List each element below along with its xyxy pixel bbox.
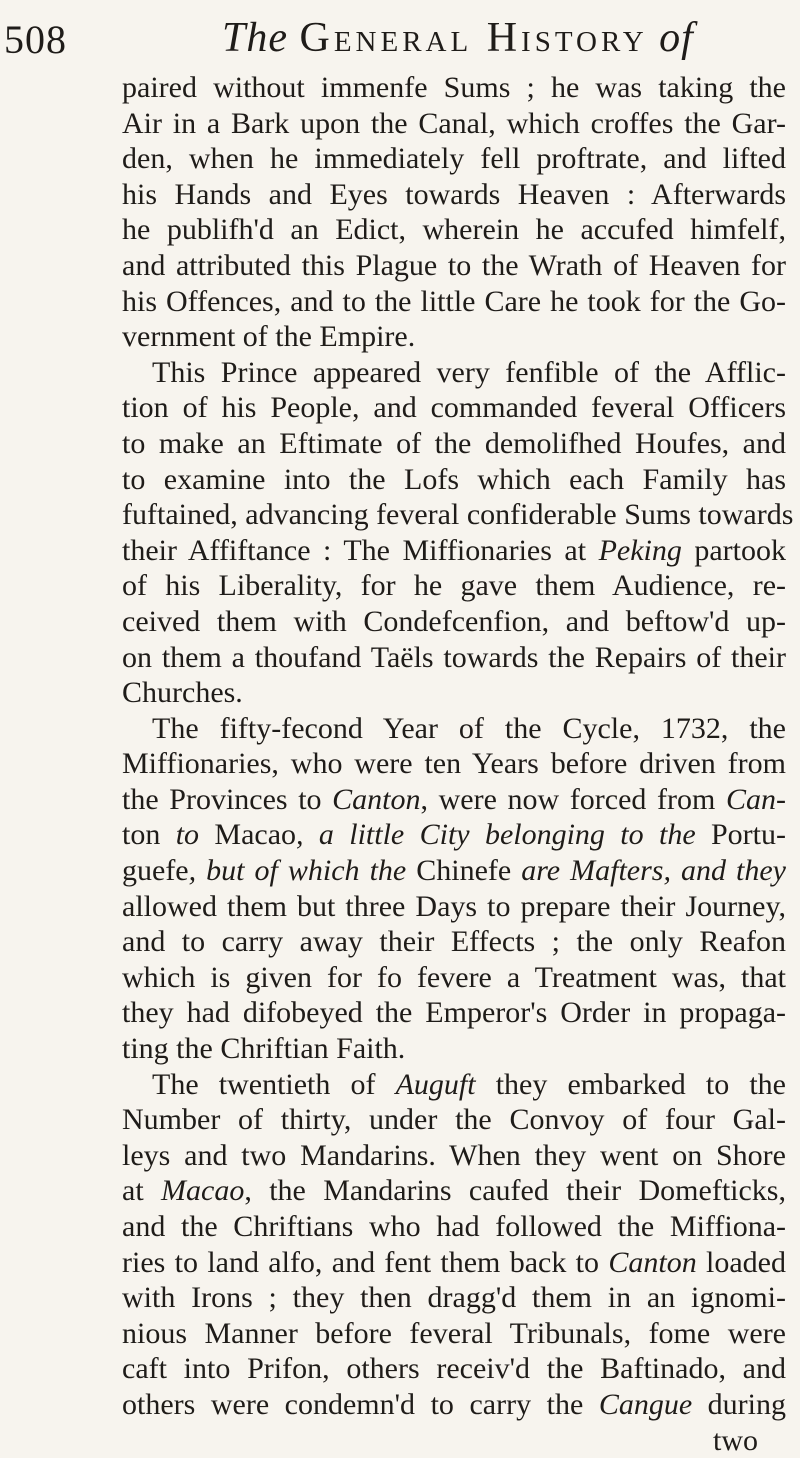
text-line <box>122 1351 786 1387</box>
running-head-title: General History <box>299 15 648 61</box>
text-run: ceived them with Condefcenfion, and beftow'd up- <box>122 604 786 638</box>
text-line <box>122 497 794 533</box>
italic-name: Auguft <box>395 1067 476 1101</box>
text-line <box>122 355 786 391</box>
text-run: tion of his People, and commanded feveral Officers <box>122 391 786 425</box>
text-run: which is given for fo fevere a Treatment was, that <box>122 960 786 994</box>
text-line <box>122 746 786 782</box>
text-line <box>122 106 786 142</box>
italic-name: Cangue <box>598 1387 693 1421</box>
text-line <box>122 426 786 462</box>
text-run: to examine into the Lofs which each Family has <box>122 462 786 496</box>
running-head <box>222 14 694 62</box>
text-line <box>122 390 786 426</box>
text-run: of his Liberality, for he gave them Audience, re- <box>122 569 786 603</box>
text-run: ton <box>122 818 161 852</box>
text-run: and to carry away their Effects ; the only Reafon <box>122 925 786 959</box>
text-run: The twentieth of <box>152 1067 396 1101</box>
text-line <box>122 1031 786 1067</box>
text-run: at <box>122 1174 162 1208</box>
text-line <box>122 782 786 818</box>
text-run: Macao <box>214 818 297 852</box>
text-run: , were now forced from <box>420 782 726 816</box>
italic-name: to <box>160 818 215 852</box>
italic-name: Macao <box>161 1174 245 1208</box>
text-line <box>122 568 786 604</box>
text-run: and attributed this Plague to the Wrath of Heaven for <box>122 248 786 282</box>
text-run: to make an Eftimate of the demolifhed Houfes, and <box>122 426 786 460</box>
text-line <box>122 1067 786 1103</box>
italic-name: , but of which the <box>188 854 417 888</box>
text-run: guefe <box>122 854 189 888</box>
text-line <box>122 711 786 747</box>
text-line <box>122 924 786 960</box>
text-line <box>122 889 786 925</box>
text-line <box>122 212 786 248</box>
italic-name: Peking <box>598 533 682 567</box>
text-run: they had difobeyed the Emperor's Order in propaga- <box>122 996 786 1030</box>
text-line <box>122 177 786 213</box>
italic-name: are Mafters, and they <box>511 854 786 888</box>
text-run: den, when he immediately fell proftrate, and lifted <box>122 142 786 176</box>
text-run: his Hands and Eyes towards Heaven : Afterwards <box>122 177 786 211</box>
text-line <box>122 817 786 853</box>
text-run: partook <box>681 533 787 567</box>
text-run: allowed them but three Days to prepare their Journey, <box>122 889 786 923</box>
text-run: leys and two Mandarins. When they went on Shore <box>122 1138 786 1172</box>
text-run: the Provinces to <box>122 782 333 816</box>
text-line <box>122 675 786 711</box>
text-run: they embarked to the <box>475 1067 786 1101</box>
text-run: , the Mandarins caufed their Domefticks, <box>244 1174 786 1208</box>
text-line <box>122 284 786 320</box>
catchword <box>122 1423 786 1458</box>
text-line <box>122 1209 786 1245</box>
italic-name: , a little City belonging to the <box>296 818 711 852</box>
text-run: with Irons ; they then dragg'd them in an ignomi- <box>122 1281 786 1315</box>
text-line <box>122 1316 786 1352</box>
text-line <box>122 960 786 996</box>
italic-name: Can- <box>725 782 786 816</box>
text-run: their Affiftance : The Miffionaries at <box>122 533 599 567</box>
text-run: Miffionaries, who were ten Years before driven from <box>122 747 786 781</box>
text-run: on them a thoufand Taëls towards the Repairs of their <box>122 640 786 674</box>
page-header <box>0 6 800 66</box>
text-run: vernment of the Empire. <box>122 320 416 354</box>
text-run: Chinefe <box>416 854 512 888</box>
text-run: loaded <box>696 1245 787 1279</box>
text-line <box>122 995 786 1031</box>
text-line <box>122 319 786 355</box>
text-run: This Prince appeared very fenfible of the Afflic- <box>152 355 786 389</box>
text-run: nious Manner before feveral Tribunals, fome were <box>122 1316 786 1350</box>
text-run: Number of thirty, under the Convoy of four Gal- <box>122 1103 786 1137</box>
text-run: and the Chriftians who had followed the Miffiona- <box>122 1210 786 1243</box>
running-head-the: The <box>222 15 288 61</box>
text-run: caft into Prifon, others receiv'd the Baftinado, and <box>122 1352 786 1386</box>
text-run: fuftained, advancing feveral confiderable Sums towards <box>122 498 794 532</box>
text-line <box>122 462 786 498</box>
text-line <box>122 604 786 640</box>
text-line <box>122 141 786 177</box>
text-run: others were condemn'd to carry the <box>122 1387 599 1421</box>
text-run: Air in a Bark upon the Canal, which croffes the Gar- <box>122 106 786 140</box>
text-run: Churches. <box>122 676 243 710</box>
text-run: during <box>692 1387 787 1421</box>
text-line <box>122 248 786 284</box>
text-line <box>122 640 786 676</box>
text-line <box>122 1280 786 1316</box>
text-line <box>122 1387 786 1423</box>
italic-name: Canton <box>608 1245 697 1279</box>
text-line <box>122 533 786 569</box>
text-run: he publifh'd an Edict, wherein he accufed himfelf, <box>122 213 786 247</box>
text-line <box>122 1102 786 1138</box>
text-run: Portu- <box>711 818 786 852</box>
running-head-of: of <box>659 15 694 61</box>
text-run: ries to land alfo, and fent them back to <box>122 1245 609 1279</box>
text-line <box>122 70 786 106</box>
text-run: ting the Chriftian Faith. <box>122 1032 406 1066</box>
text-line <box>122 1173 786 1209</box>
page-number: 508 <box>4 17 67 62</box>
text-line <box>122 1245 786 1281</box>
text-line <box>122 853 786 889</box>
text-run: paired without immenfe Sums ; he was taking the <box>122 71 786 104</box>
text-run: The fifty-fecond Year of the Cycle, 1732, the <box>152 711 786 745</box>
body-text <box>122 70 794 1458</box>
text-line <box>122 1138 786 1174</box>
text-run: two <box>713 1423 758 1457</box>
italic-name: Canton <box>332 782 421 816</box>
text-run: his Offences, and to the little Care he took for the Go- <box>122 284 786 318</box>
